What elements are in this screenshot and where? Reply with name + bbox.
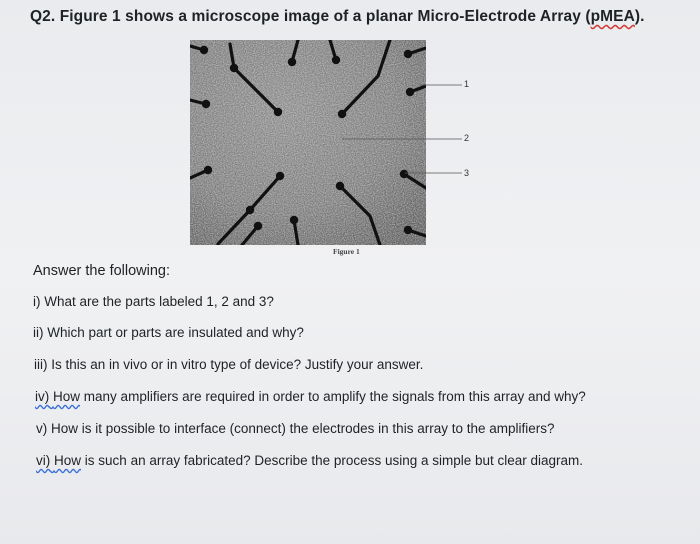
title-abbreviation: pMEA [590, 8, 635, 25]
callout-3: 3 [464, 168, 470, 178]
question-text: Which part or parts are insulated and why? [47, 325, 304, 340]
question-label: iii) [34, 357, 48, 372]
figure-caption: Figure 1 [333, 247, 360, 256]
question-iv [35, 389, 586, 404]
question-label: i) [33, 294, 41, 309]
question-label-underlined [35, 389, 80, 404]
question-text: How is it possible to interface (connect) the electrodes in this array to the amplifiers? [51, 421, 555, 436]
question-underlined-word: How [53, 389, 81, 404]
question-i [33, 294, 274, 309]
callout-2: 2 [464, 133, 470, 143]
question-label: iv) [35, 389, 50, 404]
question-text: many amplifiers are required in order to amplify the signals from this array and why? [83, 389, 586, 404]
question-v [36, 421, 555, 436]
question-label: v) [36, 421, 48, 436]
answer-heading: Answer the following: [33, 263, 171, 279]
question-label-underlined [36, 453, 81, 468]
question-label: vi) [36, 453, 51, 468]
question-text: What are the parts labeled 1, 2 and 3? [44, 294, 274, 309]
question-iii [34, 357, 423, 372]
question-vi [36, 453, 583, 468]
question-label: ii) [33, 325, 44, 340]
question-text: Is this an in vivo or in vitro type of device? Justify your answer. [51, 357, 424, 372]
callout-1: 1 [464, 79, 470, 89]
title-prefix: Q2. Figure 1 shows a microscope image of a planar Micro-Electrode Array ( [30, 8, 591, 25]
title-suffix: ). [634, 8, 645, 25]
question-text: is such an array fabricated? Describe the process using a simple but clear diagram. [84, 453, 584, 468]
question-ii [33, 325, 304, 340]
question-underlined-word: How [54, 453, 82, 468]
